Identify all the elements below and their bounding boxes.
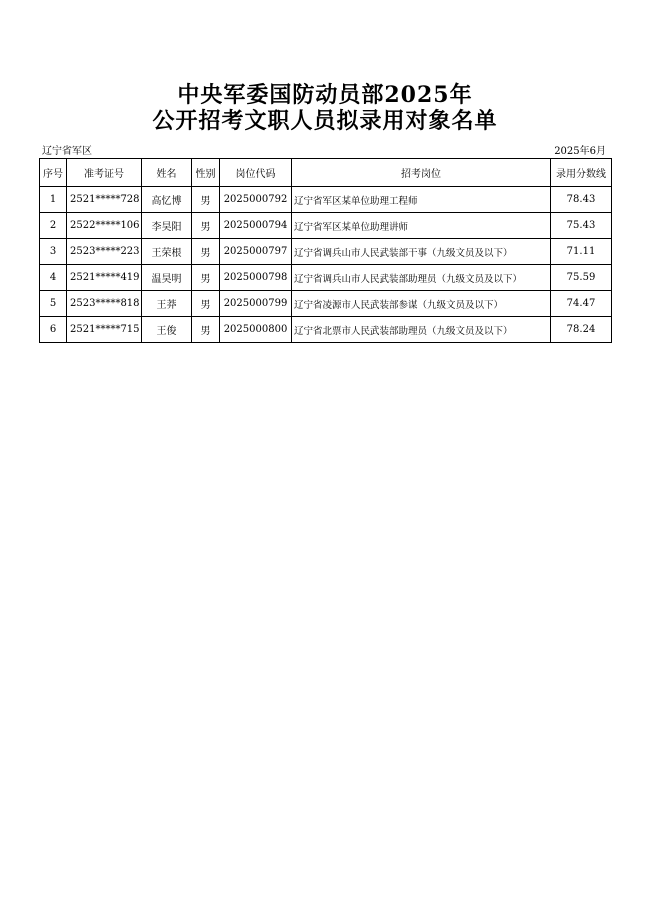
document-title-line-1: 中央军委国防动员部2025年 <box>177 82 473 108</box>
table-row <box>40 265 612 291</box>
cell-exam-id: 2521*****715 <box>67 317 142 343</box>
cell-no: 6 <box>40 317 67 343</box>
table-header-row <box>40 159 612 187</box>
cell-no: 4 <box>40 265 67 291</box>
region-label: 辽宁省军区 <box>42 146 92 157</box>
cell-code: 2025000800 <box>220 317 292 343</box>
cell-exam-id: 2521*****419 <box>67 265 142 291</box>
cell-post: 辽宁省军区某单位助理工程师 <box>292 187 551 213</box>
cell-exam-id: 2522*****106 <box>67 213 142 239</box>
cell-post: 辽宁省军区某单位助理讲师 <box>292 213 551 239</box>
cell-gender: 男 <box>192 265 220 291</box>
cell-post: 辽宁省凌源市人民武装部参谋（九级文员及以下） <box>292 291 551 317</box>
cell-no: 3 <box>40 239 67 265</box>
cell-code: 2025000797 <box>220 239 292 265</box>
cell-name: 王俊 <box>142 317 192 343</box>
cell-code: 2025000799 <box>220 291 292 317</box>
header-score: 录用分数线 <box>551 159 612 187</box>
cell-name: 高忆博 <box>142 187 192 213</box>
cell-gender: 男 <box>192 317 220 343</box>
cell-code: 2025000792 <box>220 187 292 213</box>
cell-name: 王莽 <box>142 291 192 317</box>
header-code: 岗位代码 <box>220 159 292 187</box>
table-row <box>40 317 612 343</box>
document-title-line-2: 公开招考文职人员拟录用对象名单 <box>152 108 498 134</box>
cell-no: 1 <box>40 187 67 213</box>
cell-post: 辽宁省调兵山市人民武装部干事（九级文员及以下） <box>292 239 551 265</box>
cell-gender: 男 <box>192 213 220 239</box>
cell-no: 5 <box>40 291 67 317</box>
header-exam-id: 准考证号 <box>67 159 142 187</box>
cell-post: 辽宁省调兵山市人民武装部助理员（九级文员及以下） <box>292 265 551 291</box>
header-post: 招考岗位 <box>292 159 551 187</box>
table-row <box>40 187 612 213</box>
cell-score: 78.43 <box>551 187 612 213</box>
table-row <box>40 291 612 317</box>
cell-exam-id: 2523*****223 <box>67 239 142 265</box>
cell-name: 王荣根 <box>142 239 192 265</box>
cell-score: 74.47 <box>551 291 612 317</box>
cell-score: 75.43 <box>551 213 612 239</box>
cell-gender: 男 <box>192 291 220 317</box>
header-no: 序号 <box>40 159 67 187</box>
cell-exam-id: 2521*****728 <box>67 187 142 213</box>
cell-score: 75.59 <box>551 265 612 291</box>
cell-name: 李昊阳 <box>142 213 192 239</box>
date-label: 2025年6月 <box>554 146 606 157</box>
cell-score: 78.24 <box>551 317 612 343</box>
cell-code: 2025000798 <box>220 265 292 291</box>
cell-gender: 男 <box>192 239 220 265</box>
cell-post: 辽宁省北票市人民武装部助理员（九级文员及以下） <box>292 317 551 343</box>
cell-exam-id: 2523*****818 <box>67 291 142 317</box>
header-gender: 性别 <box>192 159 220 187</box>
candidate-table <box>39 158 612 343</box>
cell-name: 温昊明 <box>142 265 192 291</box>
header-name: 姓名 <box>142 159 192 187</box>
table-row <box>40 239 612 265</box>
cell-score: 71.11 <box>551 239 612 265</box>
cell-code: 2025000794 <box>220 213 292 239</box>
cell-no: 2 <box>40 213 67 239</box>
cell-gender: 男 <box>192 187 220 213</box>
table-row <box>40 213 612 239</box>
